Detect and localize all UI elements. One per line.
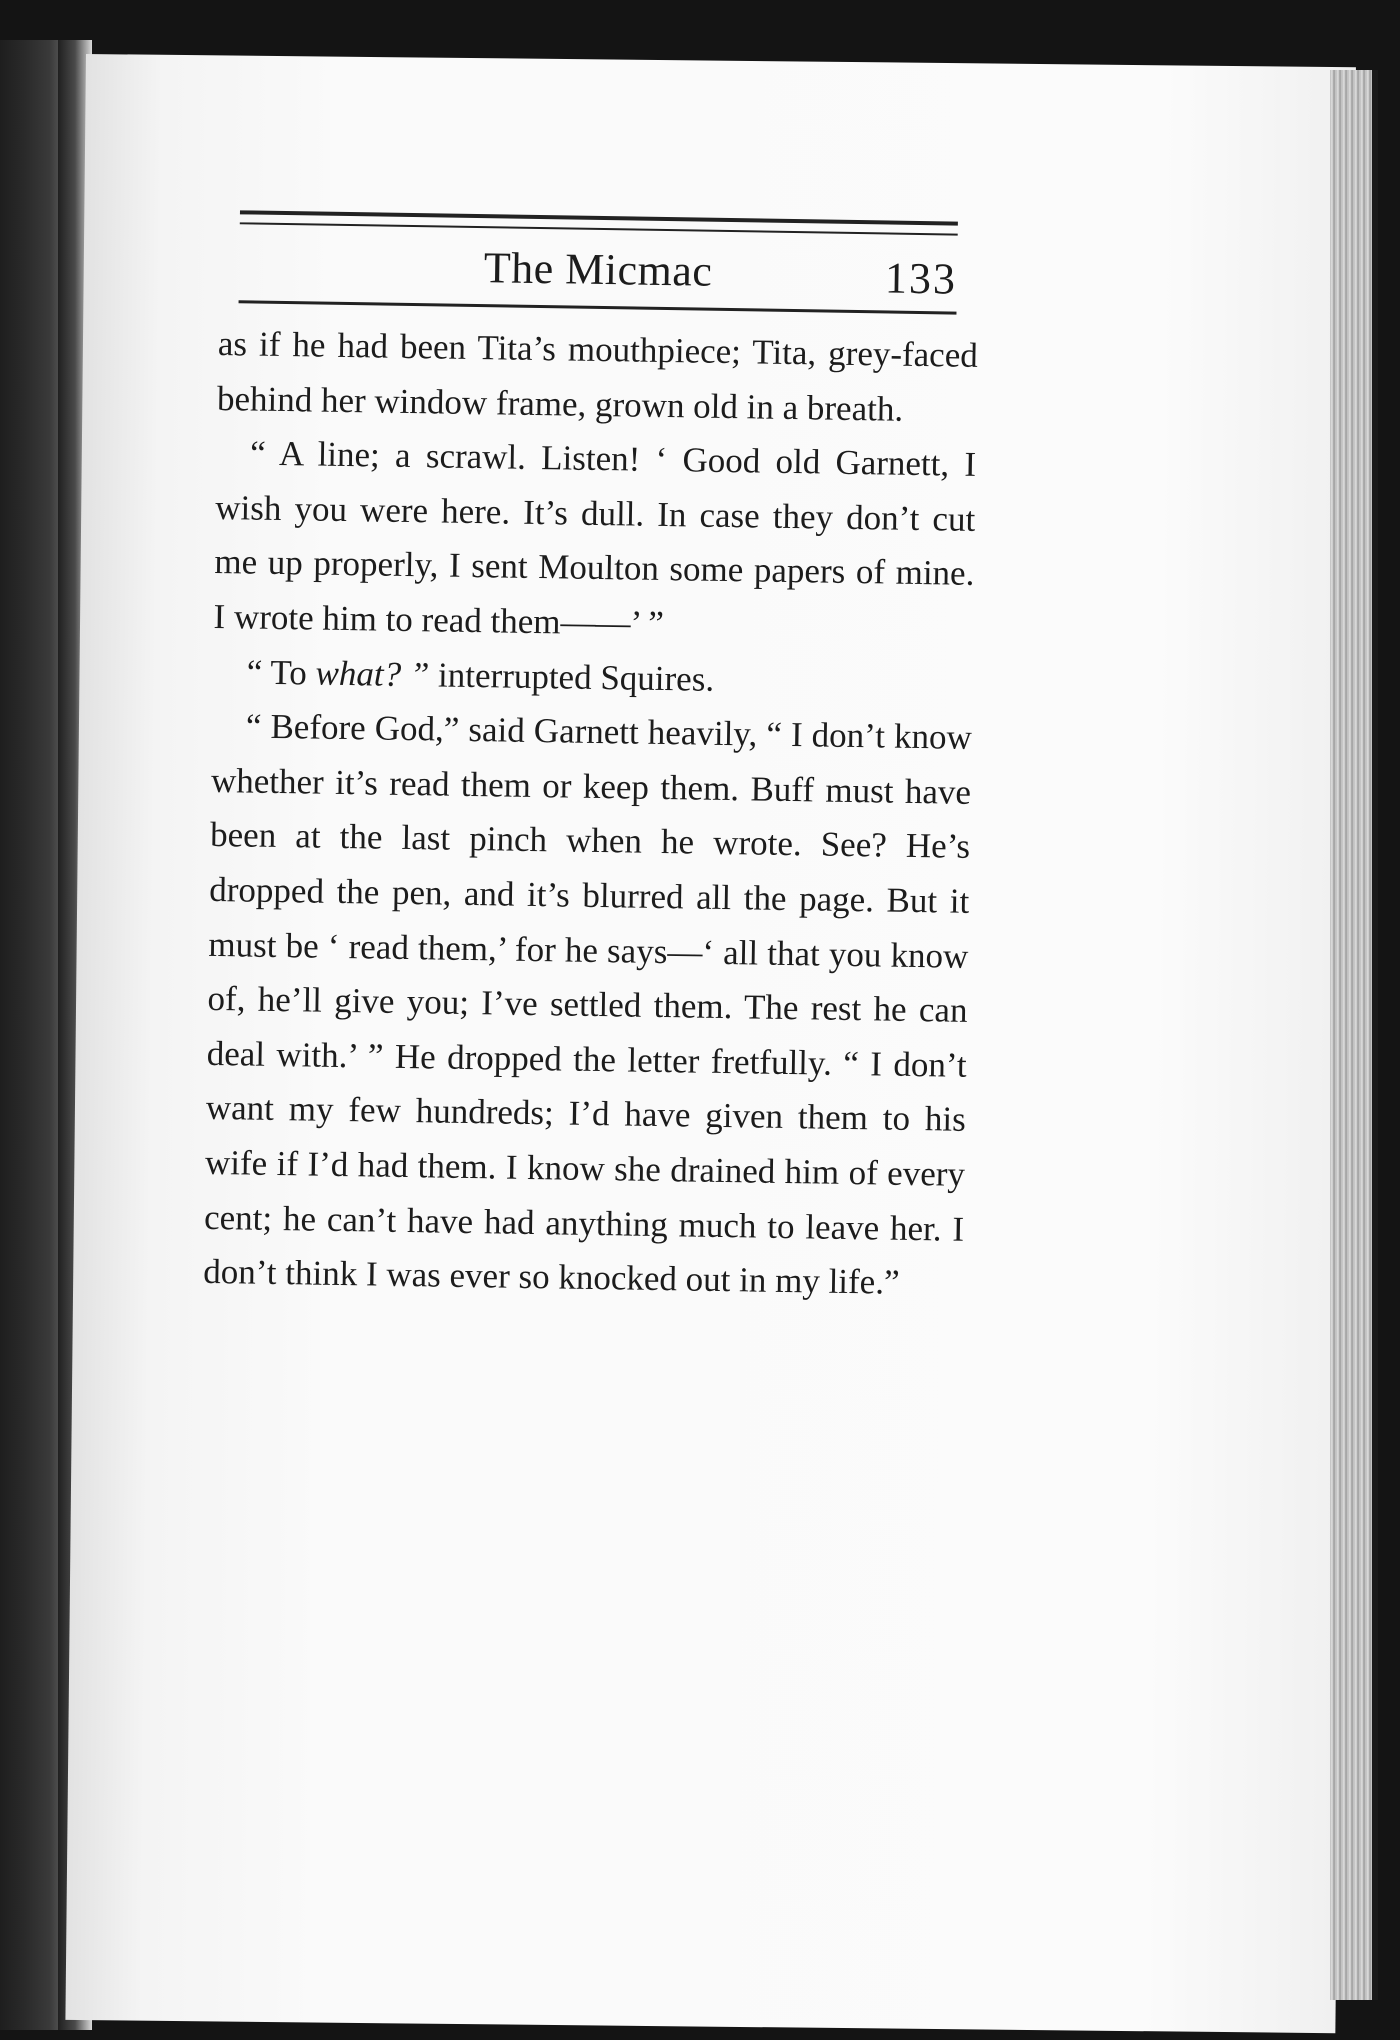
- page-fore-edge: [1330, 70, 1378, 2000]
- body-text: [203, 317, 978, 1312]
- paragraph-1: as if he had been Tita’s mouthpiece; Tita, grey-faced behind her window frame, grown old in a breath.: [216, 323, 979, 429]
- paragraph-3-italic: what? ”: [315, 653, 430, 694]
- facing-page-edge: [0, 40, 62, 2030]
- paragraph-4: “ Before God,” said Garnett heavily, “ I don’t know whether it’s read them or keep them. Buff must have been at the last pinch when he wrote. See? He’s dropped the pen, and it’s blurred all the page. But it must be ‘ read them,’ for he says—‘ all that you know of, he’ll give you; I’ve settled them. The rest he can deal with.’ ” He dropped the letter fretfully. “ I don’t want my few hundreds; I’d have given them to his wife if I’d had them. I know she drained him of every cent; he can’t have had anything much to leave her. I don’t think I was ever so knocked out in my life.”: [203, 706, 973, 1302]
- paragraph-3-rest: interrupted Squires.: [429, 654, 715, 699]
- page-number: 133: [884, 253, 958, 304]
- running-title: The Micmac: [483, 243, 713, 296]
- paragraph-2: “ A line; a scrawl. Listen! ‘ Good old Garnett, I wish you were here. It’s dull. In case they don’t cut me up properly, I sent Moulton some papers of mine. I wrote him to read them——’ ”: [213, 433, 977, 643]
- running-header: [239, 224, 958, 311]
- paragraph-3-open: “ To: [246, 652, 316, 693]
- page-content: [203, 210, 980, 1311]
